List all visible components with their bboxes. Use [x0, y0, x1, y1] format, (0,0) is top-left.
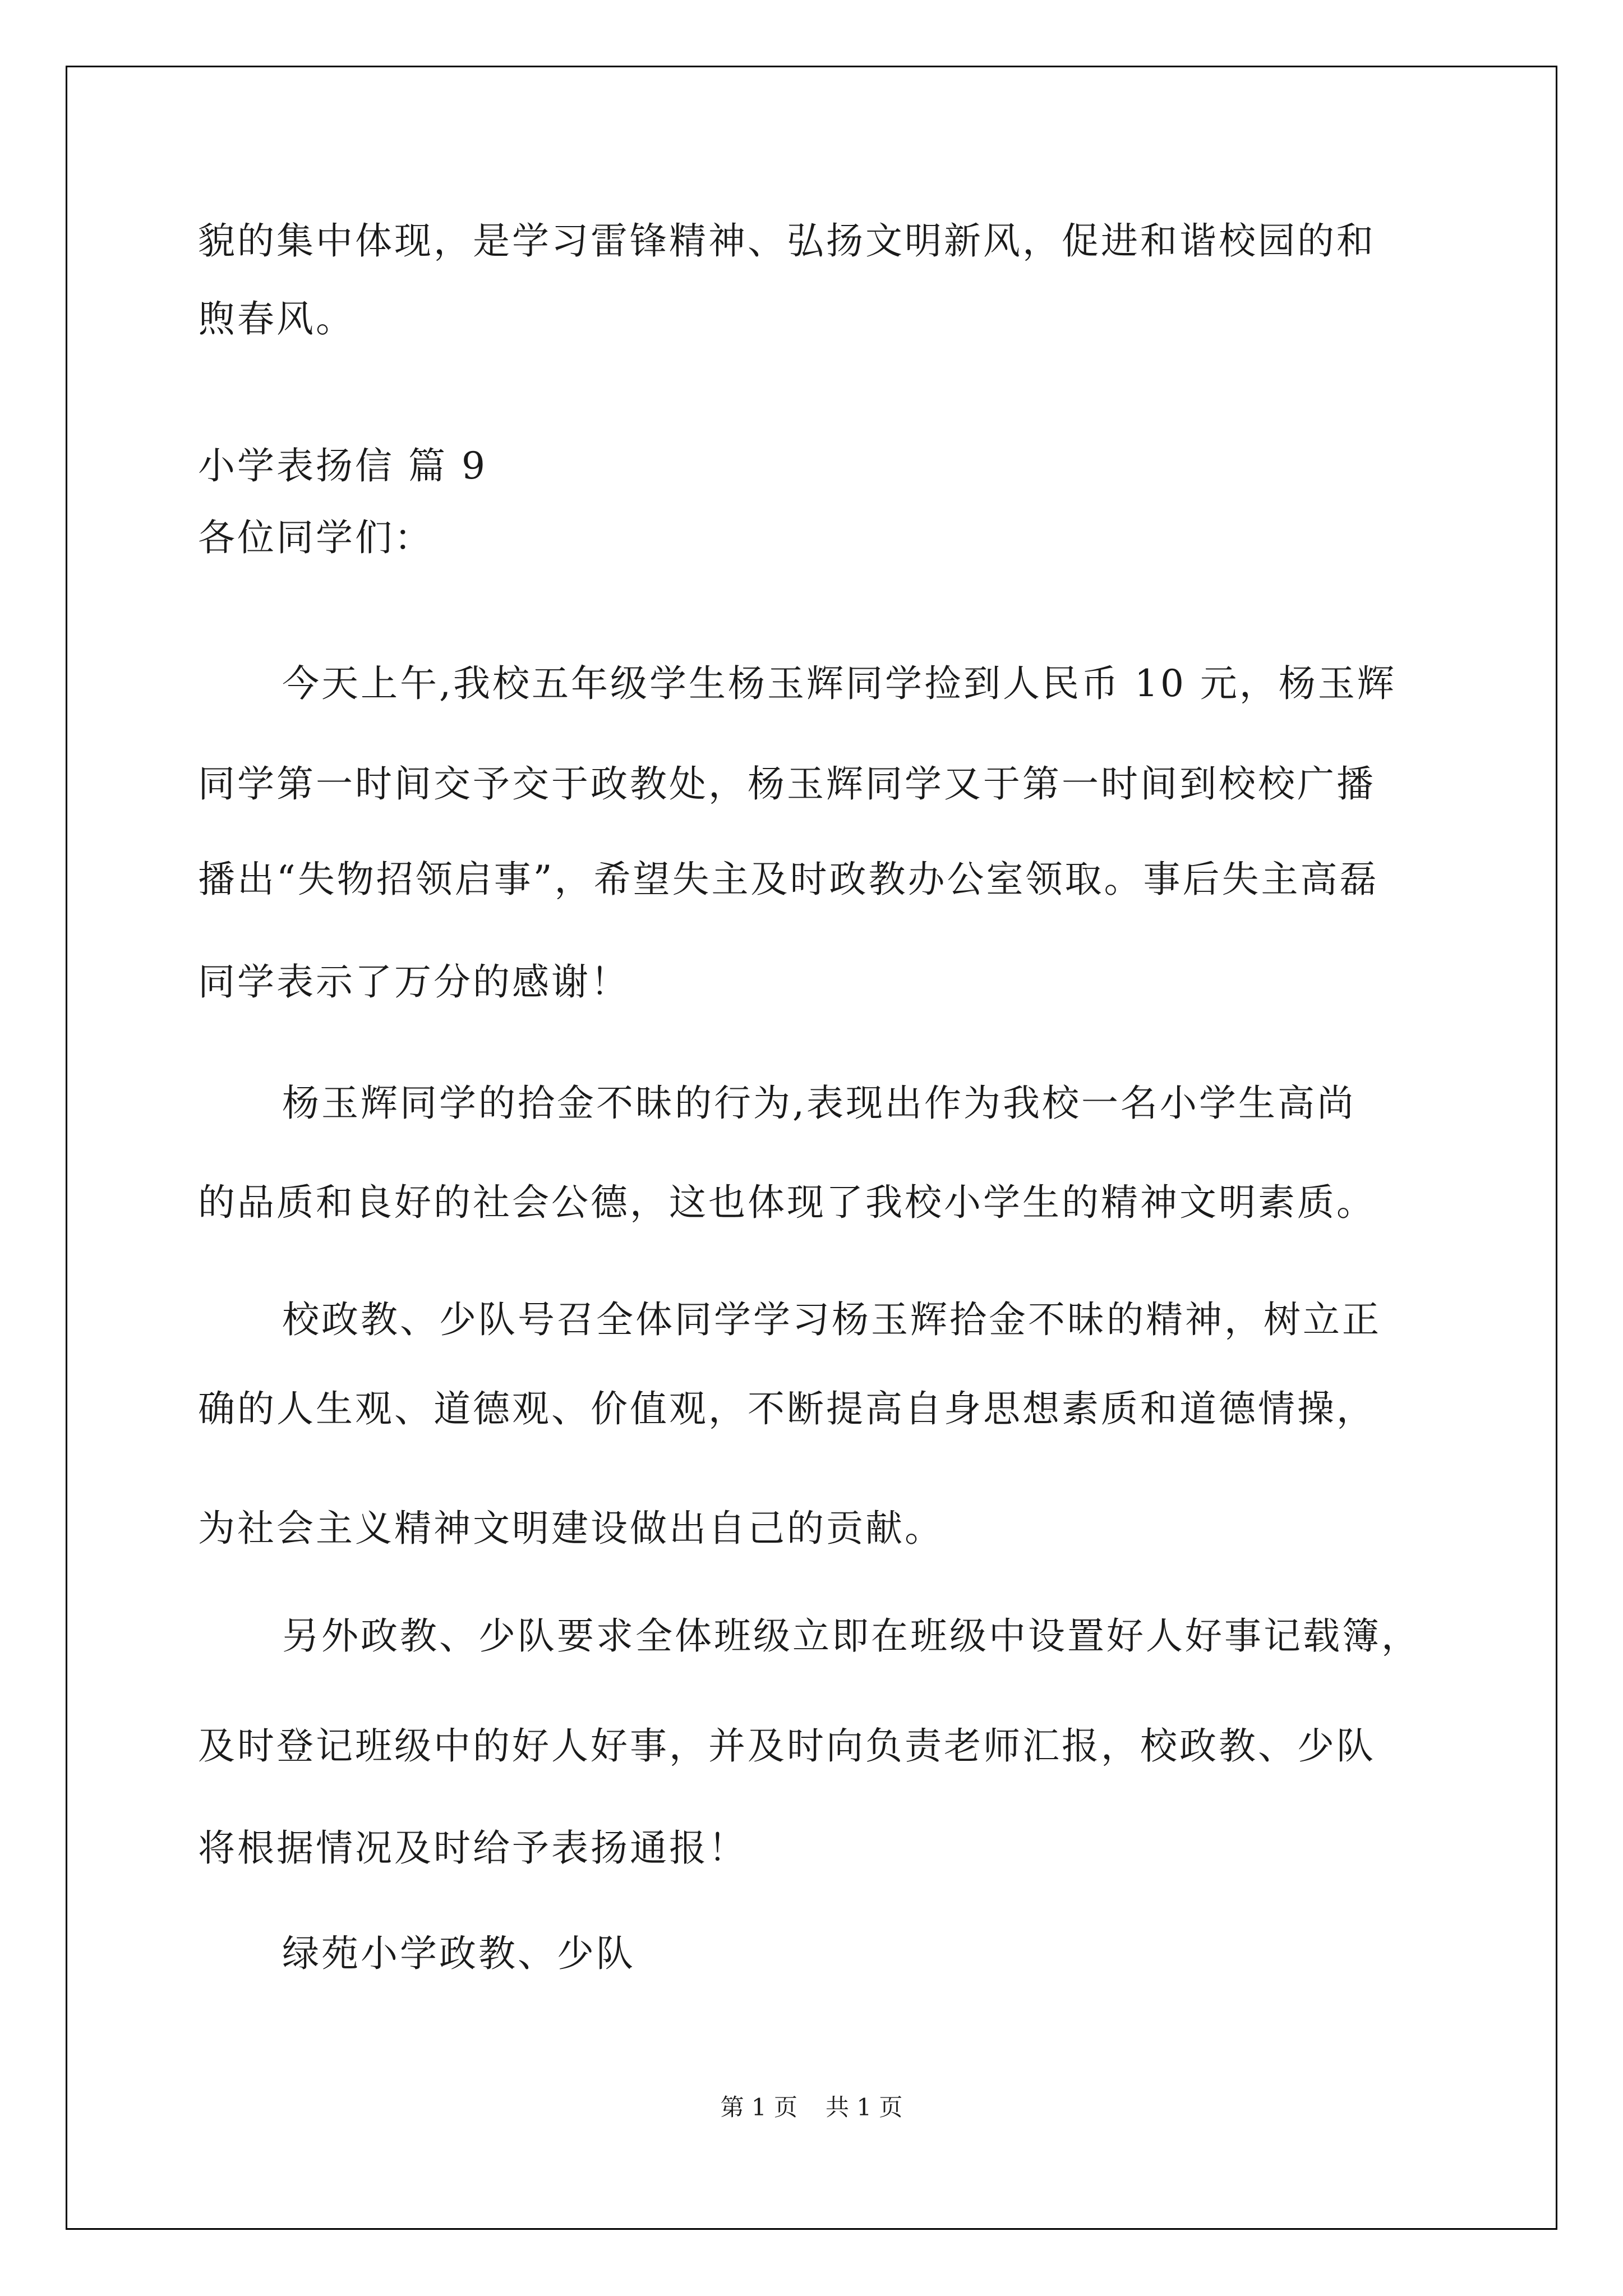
paragraph-line: 同学表示了万分的感谢！: [198, 960, 630, 1004]
signature-line: 绿苑小学政教、少队: [282, 1932, 635, 1975]
paragraph-line: 为社会主义精神文明建设做出自己的贡献。: [198, 1507, 944, 1550]
paragraph-line: 确的人生观、道德观、价值观，不断提高自身思想素质和道德情操，: [198, 1387, 1376, 1430]
page-number: 第 1 页: [720, 2093, 797, 2121]
paragraph-line: 播出“失物招领启事”，希望失主及时政教办公室领取。事后失主高磊: [198, 858, 1379, 901]
page-count: 共 1 页: [826, 2093, 903, 2121]
page-border: [66, 66, 1557, 2230]
paragraph-line: 杨玉辉同学的拾金不昧的行为,表现出作为我校一名小学生高尚: [282, 1082, 1356, 1125]
paragraph-line: 校政教、少队号召全体同学学习杨玉辉拾金不昧的精神，树立正: [282, 1298, 1381, 1341]
paragraph-line: 煦春风。: [198, 297, 355, 341]
paragraph-line: 今天上午,我校五年级学生杨玉辉同学捡到人民币 10 元，杨玉辉: [282, 662, 1396, 705]
section-heading: 小学表扬信 篇 9: [198, 444, 487, 487]
paragraph-line: 将根据情况及时给予表扬通报！: [198, 1826, 748, 1870]
paragraph-line: 及时登记班级中的好人好事，并及时向负责老师汇报，校政教、少队: [198, 1724, 1376, 1768]
paragraph-line: 貌的集中体现，是学习雷锋精神、弘扬文明新风，促进和谐校园的和: [198, 219, 1376, 263]
salutation: 各位同学们：: [198, 516, 434, 559]
paragraph-line: 的品质和良好的社会公德，这也体现了我校小学生的精神文明素质。: [198, 1181, 1376, 1224]
paragraph-line: 同学第一时间交予交于政教处，杨玉辉同学又于第一时间到校校广播: [198, 762, 1376, 806]
paragraph-line: 另外政教、少队要求全体班级立即在班级中设置好人好事记载簿，: [282, 1614, 1421, 1658]
page-footer: [0, 2091, 1623, 2124]
